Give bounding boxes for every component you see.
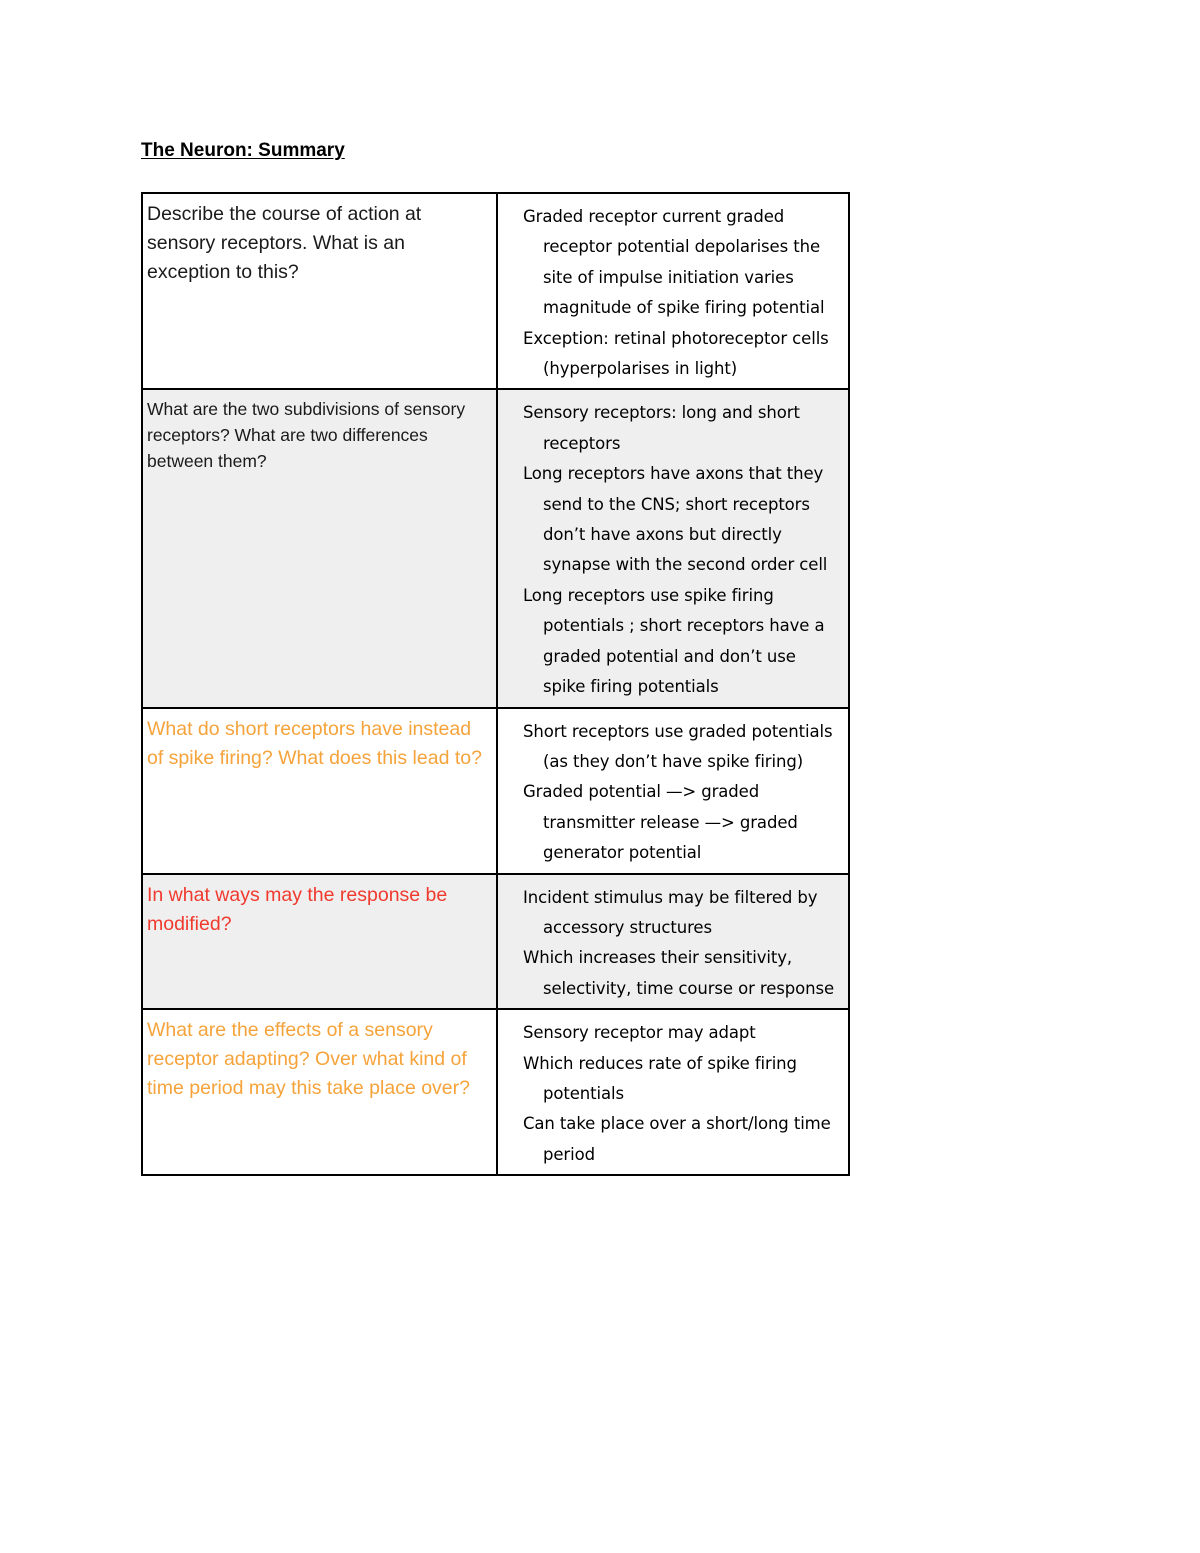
answer-item: Sensory receptors: long and short receptors bbox=[523, 403, 800, 453]
answer-cell bbox=[497, 1009, 849, 1175]
answer-item: Which increases their sensitivity, selectivity, time course or response bbox=[523, 948, 835, 998]
question-cell bbox=[142, 389, 497, 707]
answer-item: Long receptors have axons that they send to the CNS; short receptors don’t have axons but directly synapse with the second order cell bbox=[523, 464, 828, 575]
answer-cell bbox=[497, 389, 849, 707]
question-text: What are the effects of a sensory receptor adapting? Over what kind of time period may this take place over? bbox=[147, 1019, 470, 1100]
answer-list bbox=[498, 1010, 848, 1174]
answer-item: Graded receptor current graded receptor potential depolarises the site of impulse initiation varies magnitude of spike firing potential bbox=[523, 207, 825, 318]
question-text: Describe the course of action at sensory receptors. What is an exception to this? bbox=[147, 203, 422, 283]
answer-item: Sensory receptor may adapt bbox=[523, 1023, 756, 1043]
answer-item: Incident stimulus may be filtered by accessory structures bbox=[523, 887, 818, 937]
question-cell bbox=[142, 193, 497, 389]
table-row bbox=[142, 1009, 849, 1175]
summary-table bbox=[141, 192, 850, 1176]
answer-list bbox=[498, 390, 848, 706]
table-row bbox=[142, 874, 849, 1010]
question-cell bbox=[142, 874, 497, 1010]
answer-item: Exception: retinal photoreceptor cells (hyperpolarises in light) bbox=[523, 328, 829, 379]
answer-cell bbox=[497, 708, 849, 874]
answer-cell bbox=[497, 193, 849, 389]
answer-item: Which reduces rate of spike firing potentials bbox=[523, 1053, 797, 1103]
question-text: What are the two subdivisions of sensory receptors? What are two differences between them? bbox=[147, 399, 466, 472]
question-cell bbox=[142, 1009, 497, 1175]
table-row bbox=[142, 708, 849, 874]
answer-item: Short receptors use graded potentials (as they don’t have spike firing) bbox=[523, 721, 833, 771]
answer-item: Long receptors use spike firing potentials ; short receptors have a graded potential and don’t use spike firing potentials bbox=[523, 585, 825, 697]
question-cell bbox=[142, 708, 497, 874]
table-row bbox=[142, 193, 849, 389]
answer-item: Graded potential —> graded transmitter release —> graded generator potential bbox=[523, 782, 798, 863]
answer-cell bbox=[497, 874, 849, 1010]
answer-list bbox=[498, 194, 848, 388]
answer-list bbox=[498, 875, 848, 1009]
question-text: In what ways may the response be modified? bbox=[147, 883, 448, 935]
table-row bbox=[142, 389, 849, 707]
answer-item: Can take place over a short/long time period bbox=[523, 1114, 831, 1164]
page-title: The Neuron: Summary bbox=[141, 140, 345, 161]
question-text: What do short receptors have instead of spike firing? What does this lead to? bbox=[147, 717, 482, 769]
answer-list bbox=[498, 709, 848, 873]
